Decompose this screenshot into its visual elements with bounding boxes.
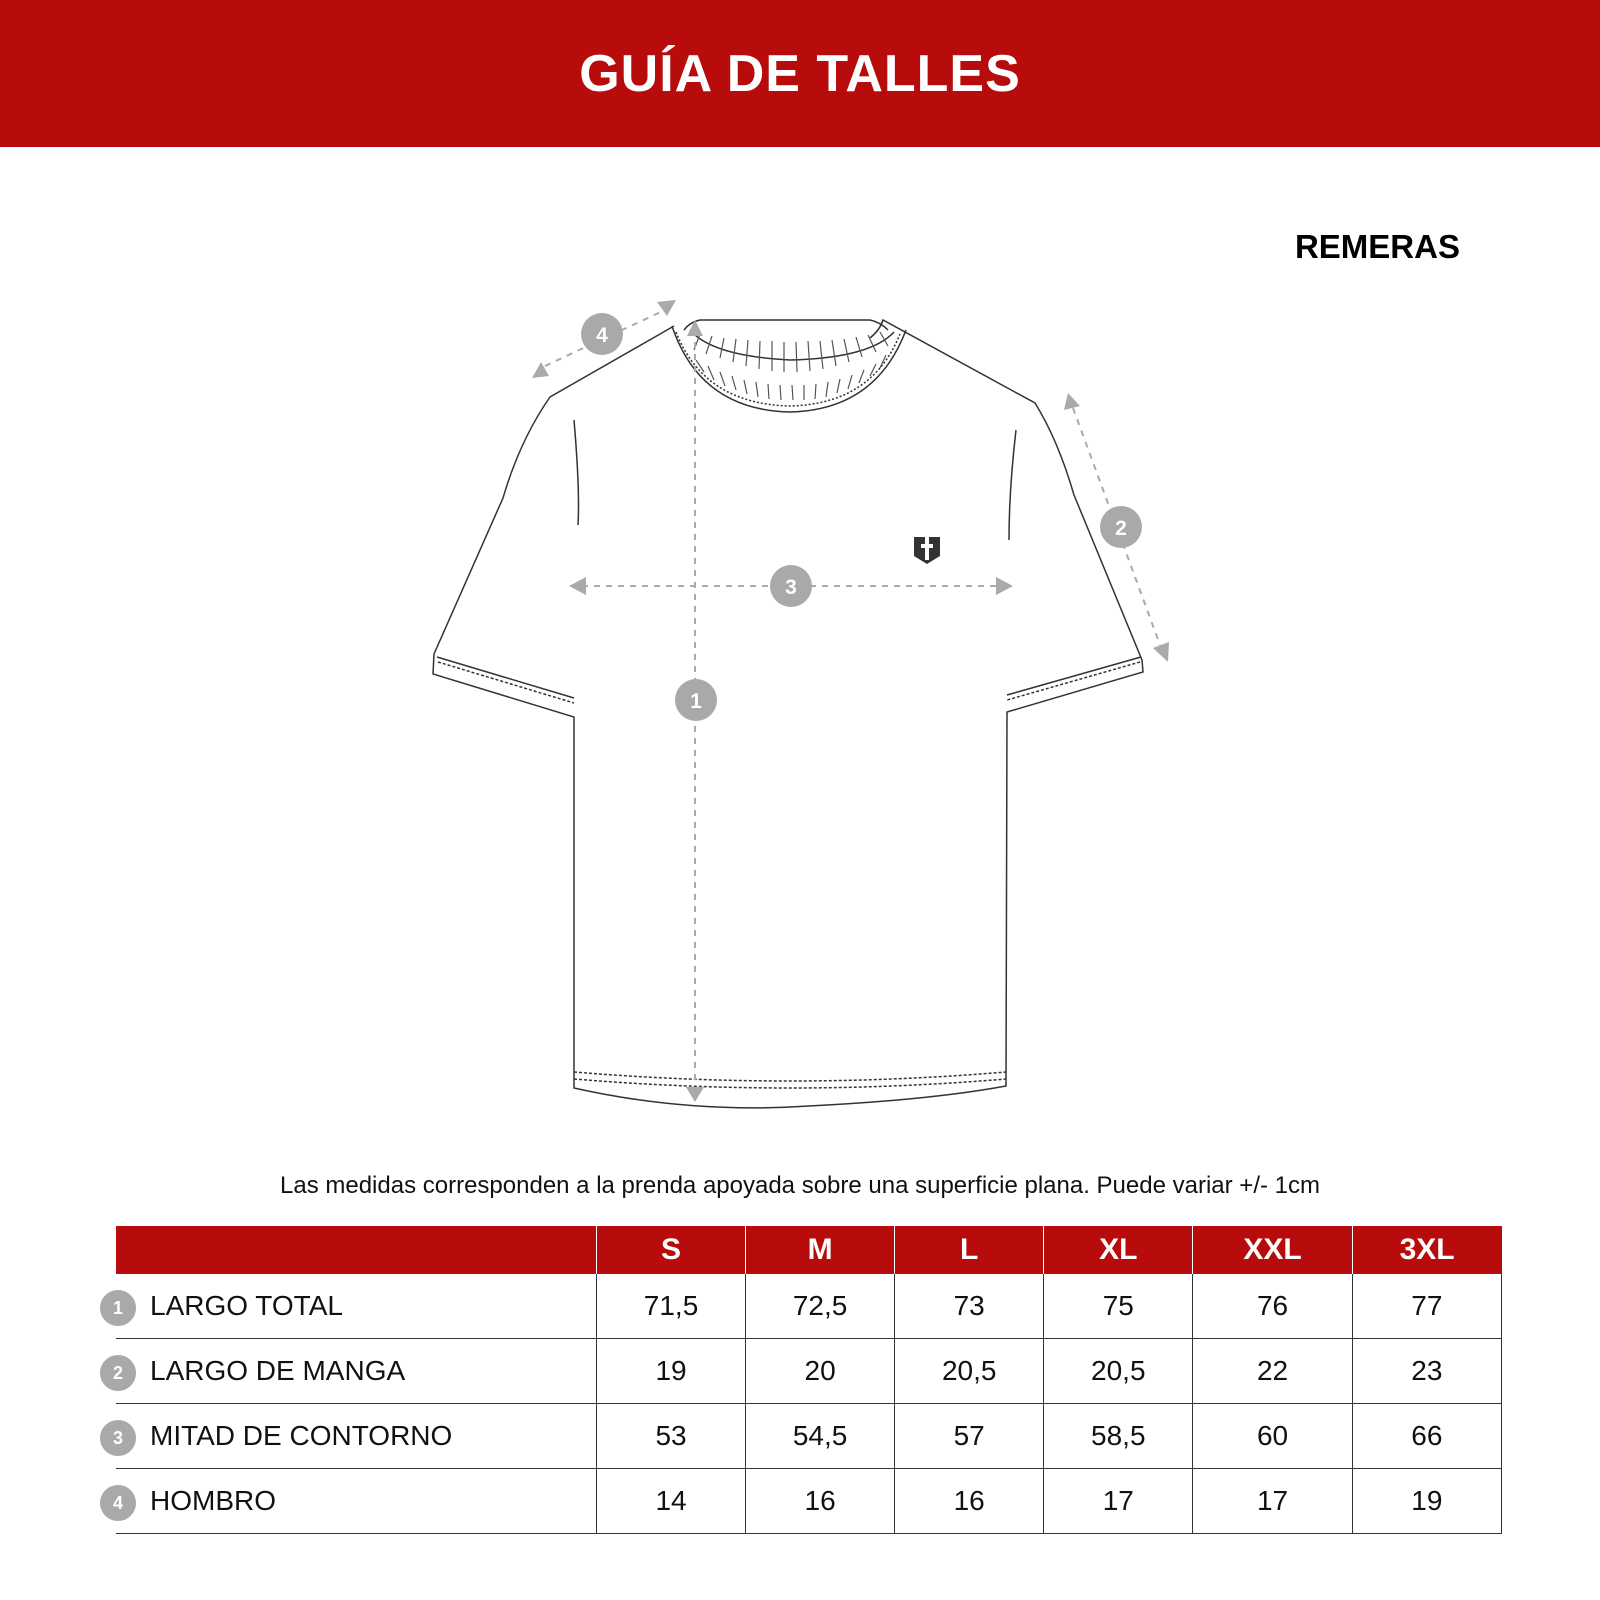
table-cell: 77: [1352, 1274, 1501, 1339]
table-row: [116, 1404, 1502, 1469]
row-label: HOMBRO: [150, 1485, 276, 1516]
arrow-shoulder-right: [657, 300, 676, 316]
table-cell: 19: [1352, 1469, 1501, 1534]
marker-1: [675, 679, 717, 721]
page-title: GUÍA DE TALLES: [579, 44, 1021, 103]
size-header-s: S: [597, 1226, 746, 1274]
row-label: MITAD DE CONTORNO: [150, 1420, 453, 1451]
table-cell: 75: [1044, 1274, 1193, 1339]
svg-text:2: 2: [1115, 517, 1127, 540]
table-cell: 57: [895, 1404, 1044, 1469]
arrow-chest-right: [996, 577, 1013, 595]
table-cell: 72,5: [746, 1274, 895, 1339]
measurement-note: Las medidas corresponden a la prenda apoyada sobre una superficie plana. Puede variar +/- 1cm: [280, 1172, 1320, 1199]
size-header-xxl: XXL: [1193, 1226, 1352, 1274]
row-label: LARGO TOTAL: [150, 1290, 343, 1321]
size-header-m: M: [746, 1226, 895, 1274]
marker-4: [581, 313, 623, 355]
table-cell: 23: [1352, 1339, 1501, 1404]
table-cell: 14: [597, 1469, 746, 1534]
table-cell: 60: [1193, 1404, 1352, 1469]
table-cell: 54,5: [746, 1404, 895, 1469]
tshirt-outline: [433, 320, 1143, 1108]
header-corner: [116, 1226, 597, 1274]
row-number-badge: 3: [98, 1418, 138, 1458]
size-header-row: [116, 1226, 1502, 1274]
table-cell: 76: [1193, 1274, 1352, 1339]
size-header-3xl: 3XL: [1352, 1226, 1501, 1274]
table-row: [116, 1469, 1502, 1534]
row-label-cell: [112, 1339, 597, 1404]
svg-text:1: 1: [690, 690, 702, 713]
table-cell: 66: [1352, 1404, 1501, 1469]
table-cell: 20,5: [1044, 1339, 1193, 1404]
row-label-cell: [112, 1404, 597, 1469]
row-label-cell: [112, 1469, 597, 1534]
category-label: REMERAS: [1294, 228, 1460, 265]
table-cell: 17: [1044, 1469, 1193, 1534]
marker-3: [770, 565, 812, 607]
row-number-badge: 2: [98, 1353, 138, 1393]
table-cell: 16: [895, 1469, 1044, 1534]
arrow-chest-left: [569, 577, 586, 595]
arrow-length-bottom: [686, 1087, 704, 1102]
table-cell: 53: [597, 1404, 746, 1469]
arrow-length-top: [687, 320, 703, 336]
marker-2: [1100, 506, 1142, 548]
row-number-badge: 4: [98, 1483, 138, 1523]
table-cell: 73: [895, 1274, 1044, 1339]
size-header-l: L: [895, 1226, 1044, 1274]
table-cell: 17: [1193, 1469, 1352, 1534]
table-cell: 22: [1193, 1339, 1352, 1404]
table-cell: 58,5: [1044, 1404, 1193, 1469]
row-number-badge: 1: [98, 1288, 138, 1328]
arrow-sleeve-top: [1064, 393, 1080, 410]
table-cell: 20: [746, 1339, 895, 1404]
collar-ribbing: [694, 332, 888, 400]
collar: [672, 326, 906, 412]
row-label-cell: [112, 1274, 597, 1339]
table-cell: 20,5: [895, 1339, 1044, 1404]
svg-text:4: 4: [596, 324, 608, 347]
table-cell: 16: [746, 1469, 895, 1534]
size-header-xl: XL: [1044, 1226, 1193, 1274]
arrow-sleeve-bottom: [1153, 642, 1169, 662]
table-row: [116, 1339, 1502, 1404]
table-cell: 71,5: [597, 1274, 746, 1339]
svg-text:3: 3: [785, 576, 797, 599]
table-row: [116, 1274, 1502, 1339]
row-label: LARGO DE MANGA: [150, 1355, 406, 1386]
size-table: [112, 1226, 1502, 1534]
table-cell: 19: [597, 1339, 746, 1404]
